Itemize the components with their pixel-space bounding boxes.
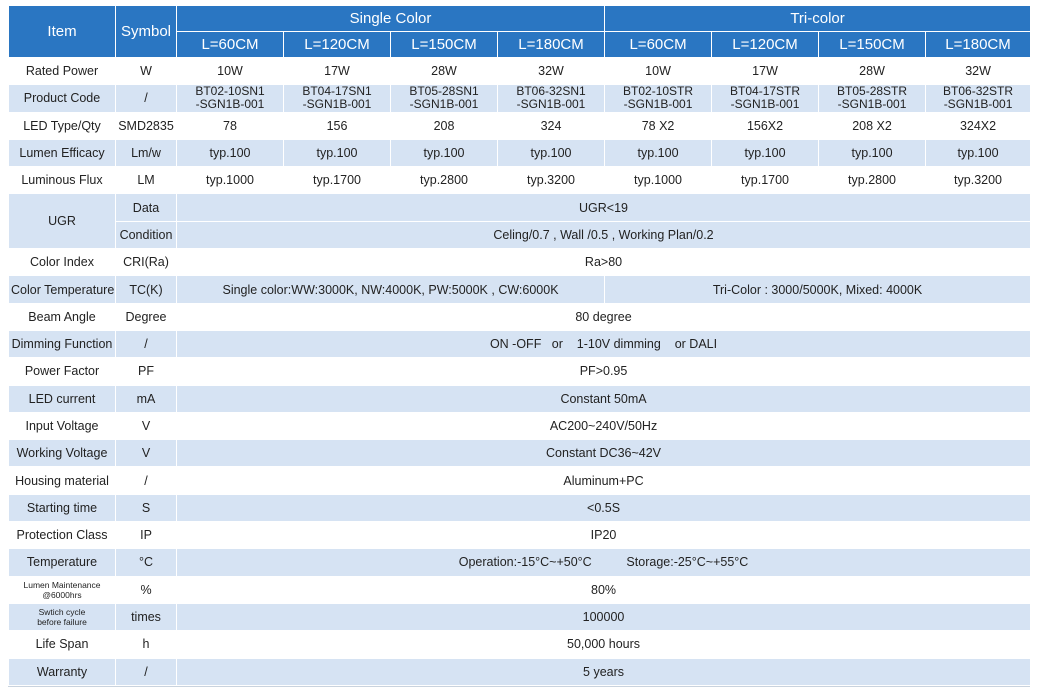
cell-value: ON -OFF or 1-10V dimming or DALI <box>177 330 1031 357</box>
cell-value <box>926 85 1031 112</box>
cell-value: 78 <box>177 112 284 139</box>
row-label: Color Index <box>9 249 116 276</box>
header-length: L=180CM <box>926 32 1031 58</box>
row-symbol: TC(K) <box>116 276 177 303</box>
cell-value: Constant 50mA <box>177 385 1031 412</box>
row-input-voltage <box>9 412 1031 439</box>
row-symbol: times <box>116 603 177 630</box>
row-luminous-flux <box>9 167 1031 194</box>
cell-value: typ.1000 <box>177 167 284 194</box>
cell-value: 324X2 <box>926 112 1031 139</box>
row-label: Power Factor <box>9 358 116 385</box>
cell-value: 10W <box>177 58 284 85</box>
row-symbol: SMD2835 <box>116 112 177 139</box>
row-label: Rated Power <box>9 58 116 85</box>
cell-value <box>819 85 926 112</box>
cell-value: Constant DC36~42V <box>177 440 1031 467</box>
code-line: -SGN1B-001 <box>195 97 265 112</box>
cell-value: 5 years <box>177 658 1031 685</box>
row-label: Warranty <box>9 658 116 685</box>
row-led-type <box>9 112 1031 139</box>
row-symbol: / <box>116 658 177 685</box>
header-length: L=60CM <box>177 32 284 58</box>
bottom-divider <box>8 686 1030 687</box>
row-life-span <box>9 631 1031 658</box>
row-product-code <box>9 85 1031 112</box>
cell-value: Celing/0.7 , Wall /0.5 , Working Plan/0.2 <box>177 221 1031 248</box>
row-ugr-condition <box>9 221 1031 248</box>
cell-value: 78 X2 <box>605 112 712 139</box>
cell-value: typ.100 <box>391 139 498 166</box>
cell-value: 17W <box>284 58 391 85</box>
row-label: Housing material <box>9 467 116 494</box>
cell-value: 208 X2 <box>819 112 926 139</box>
row-beam-angle <box>9 303 1031 330</box>
cell-value: typ.1700 <box>284 167 391 194</box>
cell-value <box>391 85 498 112</box>
label-line: Lumen Maintenance <box>23 579 101 590</box>
code-line: BT05-28SN1 <box>409 84 479 99</box>
cell-value: typ.100 <box>605 139 712 166</box>
header-single-color: Single Color <box>177 6 605 32</box>
code-line: BT06-32SN1 <box>516 84 586 99</box>
cell-value: 156X2 <box>712 112 819 139</box>
row-label: Luminous Flux <box>9 167 116 194</box>
cell-value: 32W <box>926 58 1031 85</box>
cell-value: 100000 <box>177 603 1031 630</box>
row-label: Lumen Efficacy <box>9 139 116 166</box>
row-label: Dimming Function <box>9 330 116 357</box>
code-line: BT05-28STR <box>837 84 908 99</box>
row-symbol: / <box>116 330 177 357</box>
code-line: -SGN1B-001 <box>837 97 907 112</box>
cell-value-tri: Tri-Color : 3000/5000K, Mixed: 4000K <box>605 276 1031 303</box>
row-symbol: Condition <box>116 221 177 248</box>
cell-value: 156 <box>284 112 391 139</box>
row-symbol: h <box>116 631 177 658</box>
cell-value: 50,000 hours <box>177 631 1031 658</box>
cell-value: typ.1000 <box>605 167 712 194</box>
row-led-current <box>9 385 1031 412</box>
code-line: -SGN1B-001 <box>302 97 372 112</box>
cell-value-single: Single color:WW:3000K, NW:4000K, PW:5000K , CW:6000K <box>177 276 605 303</box>
spec-table <box>8 5 1031 686</box>
row-color-temperature <box>9 276 1031 303</box>
header-tri-color: Tri-color <box>605 6 1031 32</box>
cell-value: PF>0.95 <box>177 358 1031 385</box>
row-dimming <box>9 330 1031 357</box>
cell-value: Operation:-15°C~+50°C Storage:-25°C~+55°C <box>177 549 1031 576</box>
cell-value: typ.2800 <box>819 167 926 194</box>
cell-value: Aluminum+PC <box>177 467 1031 494</box>
row-symbol: Data <box>116 194 177 221</box>
header-symbol: Symbol <box>116 6 177 58</box>
code-line: BT06-32STR <box>943 84 1014 99</box>
label-line: @6000hrs <box>42 589 82 600</box>
row-label: UGR <box>9 194 116 249</box>
cell-value <box>284 85 391 112</box>
cell-value <box>177 85 284 112</box>
row-housing <box>9 467 1031 494</box>
row-symbol: / <box>116 85 177 112</box>
header-length: L=60CM <box>605 32 712 58</box>
row-label: LED current <box>9 385 116 412</box>
cell-value: 28W <box>819 58 926 85</box>
cell-value: typ.100 <box>712 139 819 166</box>
header-length: L=180CM <box>498 32 605 58</box>
cell-value: typ.100 <box>926 139 1031 166</box>
cell-value: Ra>80 <box>177 249 1031 276</box>
cell-value: <0.5S <box>177 494 1031 521</box>
cell-value: typ.100 <box>498 139 605 166</box>
cell-value: typ.100 <box>284 139 391 166</box>
cell-value: typ.3200 <box>498 167 605 194</box>
row-temperature <box>9 549 1031 576</box>
header-length: L=120CM <box>284 32 391 58</box>
row-symbol: CRI(Ra) <box>116 249 177 276</box>
cell-value: 208 <box>391 112 498 139</box>
row-symbol: % <box>116 576 177 603</box>
code-line: BT04-17STR <box>730 84 801 99</box>
row-symbol: mA <box>116 385 177 412</box>
row-symbol: Lm/w <box>116 139 177 166</box>
cell-value: AC200~240V/50Hz <box>177 412 1031 439</box>
row-label: LED Type/Qty <box>9 112 116 139</box>
row-label: Starting time <box>9 494 116 521</box>
cell-value: typ.100 <box>177 139 284 166</box>
cell-value: 10W <box>605 58 712 85</box>
row-symbol: PF <box>116 358 177 385</box>
cell-value: 28W <box>391 58 498 85</box>
row-symbol: Degree <box>116 303 177 330</box>
cell-value: 32W <box>498 58 605 85</box>
row-label: Working Voltage <box>9 440 116 467</box>
cell-value: 80 degree <box>177 303 1031 330</box>
code-line: BT04-17SN1 <box>302 84 372 99</box>
row-symbol: LM <box>116 167 177 194</box>
row-label: Product Code <box>9 85 116 112</box>
row-starting-time <box>9 494 1031 521</box>
row-color-index <box>9 249 1031 276</box>
row-label: Input Voltage <box>9 412 116 439</box>
cell-value: typ.100 <box>819 139 926 166</box>
code-line: BT02-10SN1 <box>195 84 265 99</box>
row-label: Life Span <box>9 631 116 658</box>
cell-value <box>712 85 819 112</box>
header-length: L=150CM <box>819 32 926 58</box>
table-header <box>9 6 1031 58</box>
row-symbol: V <box>116 412 177 439</box>
code-line: -SGN1B-001 <box>943 97 1013 112</box>
row-lumen-efficacy <box>9 139 1031 166</box>
row-label <box>9 576 116 603</box>
row-ugr-data <box>9 194 1031 221</box>
cell-value <box>605 85 712 112</box>
cell-value: 324 <box>498 112 605 139</box>
row-symbol: S <box>116 494 177 521</box>
cell-value: typ.2800 <box>391 167 498 194</box>
row-label <box>9 603 116 630</box>
cell-value: typ.1700 <box>712 167 819 194</box>
header-length: L=150CM <box>391 32 498 58</box>
row-working-voltage <box>9 440 1031 467</box>
row-protection <box>9 522 1031 549</box>
row-label: Temperature <box>9 549 116 576</box>
cell-value: 80% <box>177 576 1031 603</box>
row-label: Protection Class <box>9 522 116 549</box>
row-warranty <box>9 658 1031 685</box>
row-lumen-maintenance <box>9 576 1031 603</box>
row-switch-cycle <box>9 603 1031 630</box>
code-line: -SGN1B-001 <box>730 97 800 112</box>
row-label: Beam Angle <box>9 303 116 330</box>
row-power-factor <box>9 358 1031 385</box>
cell-value: UGR<19 <box>177 194 1031 221</box>
code-line: BT02-10STR <box>623 84 694 99</box>
row-symbol: V <box>116 440 177 467</box>
row-symbol: W <box>116 58 177 85</box>
code-line: -SGN1B-001 <box>516 97 586 112</box>
row-symbol: / <box>116 467 177 494</box>
cell-value: IP20 <box>177 522 1031 549</box>
cell-value: 17W <box>712 58 819 85</box>
row-symbol: °C <box>116 549 177 576</box>
row-label: Color Temperature <box>9 276 116 303</box>
cell-value: typ.3200 <box>926 167 1031 194</box>
code-line: -SGN1B-001 <box>409 97 479 112</box>
label-line: Swtich cycle <box>38 607 86 618</box>
code-line: -SGN1B-001 <box>623 97 693 112</box>
cell-value <box>498 85 605 112</box>
label-line: before failure <box>37 617 87 628</box>
header-item: Item <box>9 6 116 58</box>
row-rated-power <box>9 58 1031 85</box>
header-length: L=120CM <box>712 32 819 58</box>
row-symbol: IP <box>116 522 177 549</box>
